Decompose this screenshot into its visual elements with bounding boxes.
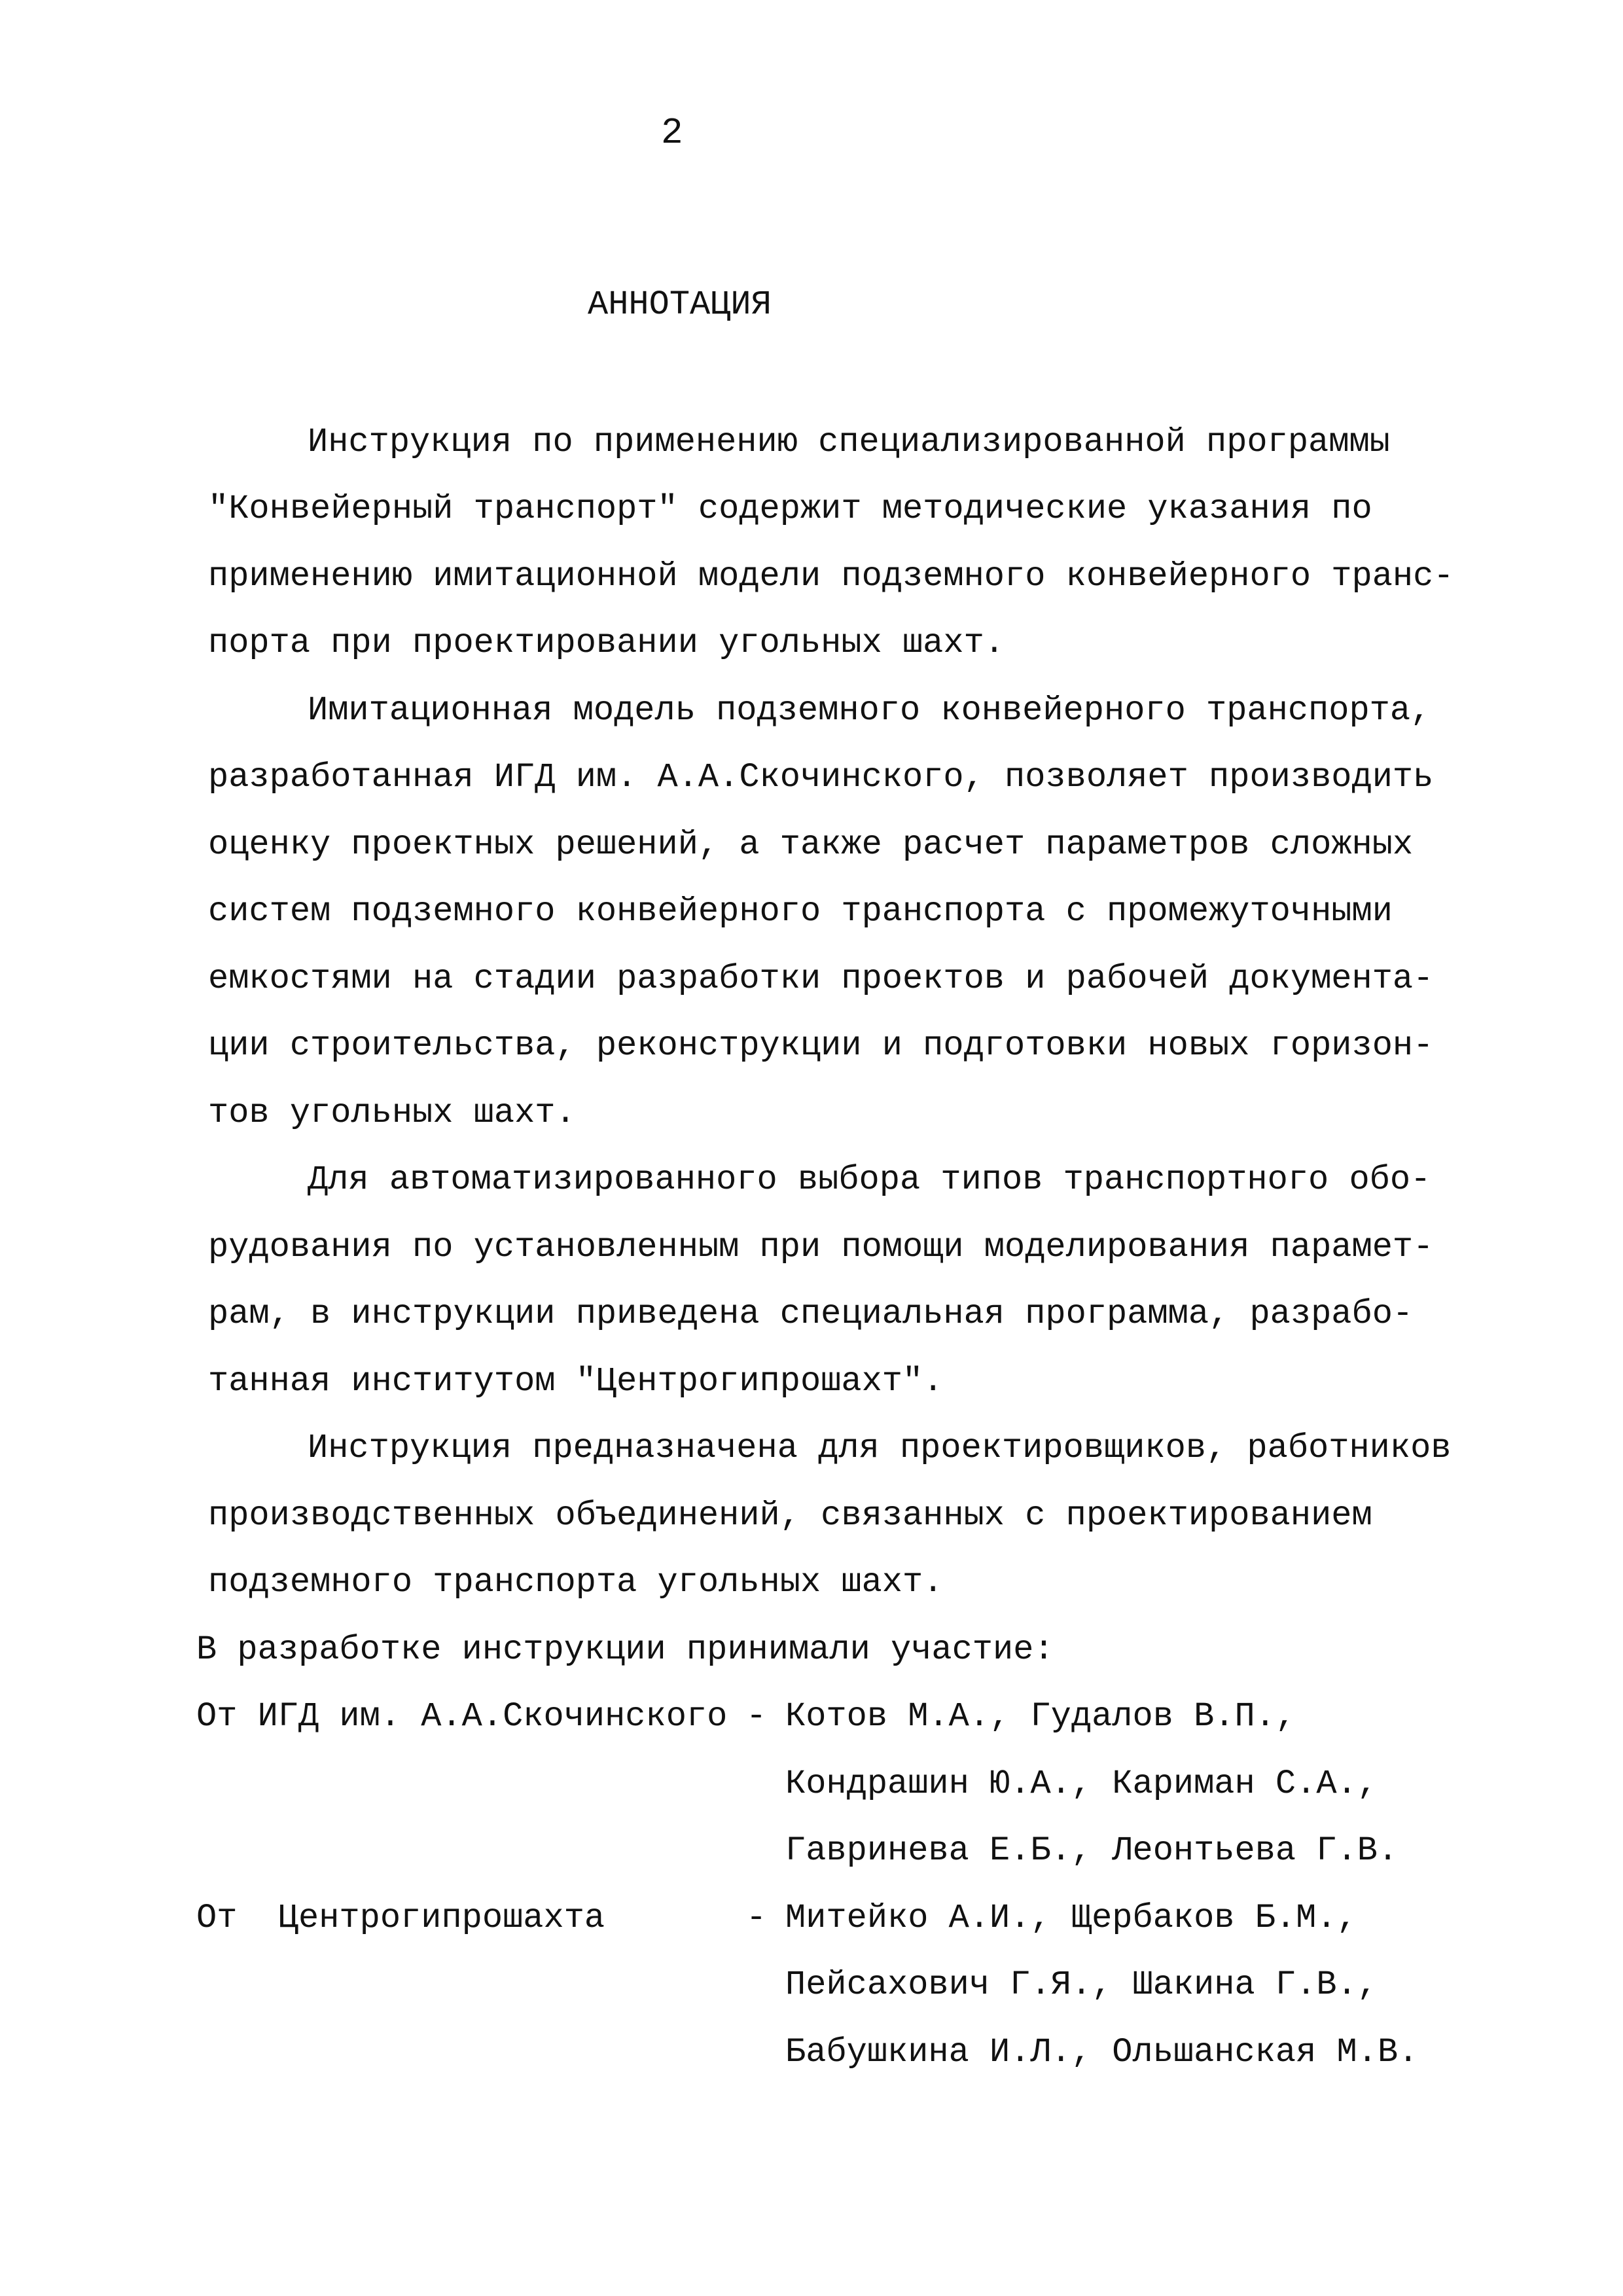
organization-igd-dash: -: [746, 1697, 767, 1736]
igd-names-line-2: Кондрашин Ю.А., Кариман С.А.,: [785, 1765, 1378, 1803]
paragraph-3-line-1: Для автоматизированного выбора типов транспортного обо-: [308, 1160, 1431, 1199]
paragraph-1-line-2: "Конвейерный транспорт" содержит методические указания по: [208, 490, 1372, 528]
organization-centrogiproshakht: От Центрогипрошахта: [196, 1899, 605, 1937]
centrogiproshakht-names-line-2: Пейсахович Г.Я., Шакина Г.В.,: [785, 1965, 1378, 2004]
centrogiproshakht-names-line-1: Митейко А.И., Щербаков Б.М.,: [785, 1899, 1357, 1937]
paragraph-2-line-6: ции строительства, реконструкции и подготовки новых горизон-: [208, 1026, 1434, 1065]
paragraph-4-line-2: производственных объединений, связанных с проектированием: [208, 1496, 1372, 1535]
paragraph-1-line-1: Инструкция по применению специализированной программы: [308, 423, 1390, 461]
paragraph-2-line-5: емкостями на стадии разработки проектов и рабочей документа-: [208, 960, 1434, 998]
centrogiproshakht-names-line-3: Бабушкина И.Л., Ольшанская М.В.: [785, 2033, 1419, 2072]
page-number: 2: [661, 112, 683, 154]
paragraph-3-line-2: рудования по установленным при помощи моделирования парамет-: [208, 1228, 1434, 1266]
paragraph-2-line-7: тов угольных шахт.: [208, 1094, 576, 1132]
organization-centrogiproshakht-dash: -: [746, 1899, 767, 1937]
paragraph-2-line-3: оценку проектных решений, а также расчет параметров сложных: [208, 825, 1414, 864]
participants-intro: В разработке инструкции принимали участие:: [196, 1630, 1054, 1669]
paragraph-2-line-4: систем подземного конвейерного транспорта с промежуточными: [208, 892, 1393, 931]
paragraph-4-line-1: Инструкция предназначена для проектировщиков, работников: [308, 1429, 1452, 1467]
paragraph-3-line-4: танная институтом "Центрогипрошахт".: [208, 1362, 944, 1401]
paragraph-1-line-4: порта при проектировании угольных шахт.: [208, 624, 1005, 662]
igd-names-line-1: Котов М.А., Гудалов В.П.,: [785, 1697, 1296, 1736]
paragraph-2-line-2: разработанная ИГД им. А.А.Скочинского, позволяет производить: [208, 758, 1434, 797]
paragraph-2-line-1: Имитационная модель подземного конвейерного транспорта,: [308, 691, 1431, 730]
paragraph-3-line-3: рам, в инструкции приведена специальная программа, разрабо-: [208, 1295, 1414, 1333]
annotation-heading: АННОТАЦИЯ: [588, 285, 772, 324]
organization-igd: От ИГД им. А.А.Скочинского: [196, 1697, 728, 1736]
igd-names-line-3: Гавринева Е.Б., Леонтьева Г.В.: [785, 1831, 1399, 1870]
paragraph-1-line-3: применению имитационной модели подземного конвейерного транс-: [208, 557, 1454, 596]
paragraph-4-line-3: подземного транспорта угольных шахт.: [208, 1563, 944, 1602]
